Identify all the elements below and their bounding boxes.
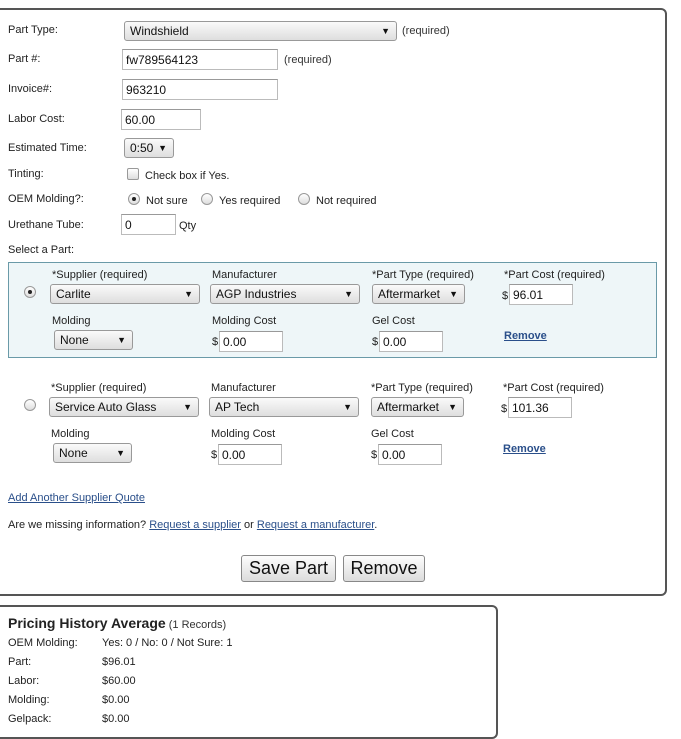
chevron-down-icon: ▼ xyxy=(343,402,352,412)
missing-info-or: or xyxy=(244,519,254,531)
oem-not-sure-radio[interactable] xyxy=(128,193,140,205)
quote-1-gel-cost-input[interactable]: 0.00 xyxy=(379,331,443,352)
urethane-unit: Qty xyxy=(179,220,197,232)
chevron-down-icon: ▼ xyxy=(183,402,192,412)
part-type-label: Part Type: xyxy=(8,24,58,36)
quote-2-part-cost-header: *Part Cost (required) xyxy=(503,382,604,394)
est-time-select[interactable] xyxy=(124,138,174,158)
quote-1-molding-cost-input[interactable]: 0.00 xyxy=(219,331,283,352)
quote-2-manufacturer-value: AP Tech xyxy=(215,400,260,414)
history-label: OEM Molding: xyxy=(8,637,78,649)
quote-2-part-type-value: Aftermarket xyxy=(377,400,440,414)
oem-yes-required-radio[interactable] xyxy=(201,193,213,205)
quote-1-supplier-header: *Supplier (required) xyxy=(52,269,148,281)
oem-not-sure-label: Not sure xyxy=(146,195,188,207)
history-value: $0.00 xyxy=(102,694,130,706)
currency-symbol: $ xyxy=(211,449,218,461)
part-num-input[interactable]: fw789564123 xyxy=(122,49,278,70)
quote-2-molding-select[interactable] xyxy=(53,443,132,463)
quote-2-molding-cost-input[interactable]: 0.00 xyxy=(218,444,282,465)
part-type-required: (required) xyxy=(402,25,450,37)
est-time-label: Estimated Time: xyxy=(8,142,87,154)
history-label: Gelpack: xyxy=(8,713,52,725)
pricing-history-records: (1 Records) xyxy=(168,619,227,631)
oem-molding-label: OEM Molding?: xyxy=(8,193,84,205)
quote-2-molding-header: Molding xyxy=(51,428,90,440)
quote-1-molding-select[interactable] xyxy=(54,330,133,350)
quote-2-supplier-header: *Supplier (required) xyxy=(51,382,147,394)
quote-2-manufacturer-header: Manufacturer xyxy=(211,382,276,394)
quote-1-supplier-select[interactable] xyxy=(50,284,200,304)
part-num-required: (required) xyxy=(284,54,332,66)
history-value: $60.00 xyxy=(102,675,136,687)
labor-cost-input[interactable]: 60.00 xyxy=(121,109,201,130)
pricing-history-heading xyxy=(8,615,226,631)
history-label: Molding: xyxy=(8,694,50,706)
quote-1-part-type-select[interactable] xyxy=(372,284,465,304)
currency-symbol: $ xyxy=(501,403,508,415)
missing-info-period: . xyxy=(374,519,378,531)
quote-1-part-cost-input[interactable]: 96.01 xyxy=(509,284,573,305)
chevron-down-icon: ▼ xyxy=(184,289,193,299)
part-type-select[interactable] xyxy=(124,21,397,41)
oem-yes-required-label: Yes required xyxy=(219,195,281,207)
quote-1-supplier-value: Carlite xyxy=(56,287,91,301)
quote-2-remove-link[interactable]: Remove xyxy=(503,443,546,455)
quote-2-molding-cost-header: Molding Cost xyxy=(211,428,276,440)
quote-2-supplier-value: Service Auto Glass xyxy=(55,400,157,414)
chevron-down-icon: ▼ xyxy=(158,143,167,153)
save-part-button[interactable]: Save Part xyxy=(241,555,336,582)
quote-2-part-cost-input[interactable]: 101.36 xyxy=(508,397,572,418)
tinting-checkbox[interactable] xyxy=(127,168,139,180)
quote-2-radio[interactable] xyxy=(24,399,36,411)
quote-2-gel-cost-input[interactable]: 0.00 xyxy=(378,444,442,465)
chevron-down-icon: ▼ xyxy=(344,289,353,299)
select-part-label: Select a Part: xyxy=(8,244,75,256)
quote-1-manufacturer-header: Manufacturer xyxy=(212,269,277,281)
quote-1-remove-link[interactable]: Remove xyxy=(504,330,547,342)
quote-1-molding-cost-header: Molding Cost xyxy=(212,315,277,327)
quote-2-supplier-select[interactable] xyxy=(49,397,199,417)
quote-1-molding-value: None xyxy=(60,333,89,347)
tinting-hint: Check box if Yes. xyxy=(145,170,230,182)
request-supplier-link[interactable]: Request a supplier xyxy=(149,519,241,531)
quote-1-molding-header: Molding xyxy=(52,315,91,327)
quote-1-manufacturer-value: AGP Industries xyxy=(216,287,297,301)
est-time-value: 0:50 xyxy=(130,141,154,155)
chevron-down-icon: ▼ xyxy=(449,289,458,299)
quote-2-manufacturer-select[interactable] xyxy=(209,397,359,417)
missing-info-line xyxy=(8,519,377,531)
part-type-value: Windshield xyxy=(130,24,189,38)
quote-2-gel-cost-header: Gel Cost xyxy=(371,428,414,440)
quote-1-gel-cost-header: Gel Cost xyxy=(372,315,415,327)
chevron-down-icon: ▼ xyxy=(381,26,390,36)
quote-1-part-type-header: *Part Type (required) xyxy=(372,269,474,281)
history-label: Part: xyxy=(8,656,32,668)
urethane-input[interactable]: 0 xyxy=(121,214,176,235)
invoice-label: Invoice#: xyxy=(8,83,53,95)
history-value: $0.00 xyxy=(102,713,130,725)
quote-2-part-type-select[interactable] xyxy=(371,397,464,417)
invoice-input[interactable]: 963210 xyxy=(122,79,278,100)
history-label: Labor: xyxy=(8,675,40,687)
remove-part-button[interactable]: Remove xyxy=(343,555,425,582)
oem-not-required-label: Not required xyxy=(316,195,377,207)
quote-2-molding-value: None xyxy=(59,446,88,460)
pricing-history-title: Pricing History Average xyxy=(8,615,166,631)
chevron-down-icon: ▼ xyxy=(448,402,457,412)
labor-cost-label: Labor Cost: xyxy=(8,113,65,125)
quote-1-manufacturer-select[interactable] xyxy=(210,284,360,304)
part-num-label: Part #: xyxy=(8,53,41,65)
currency-symbol: $ xyxy=(372,336,379,348)
currency-symbol: $ xyxy=(371,449,378,461)
request-manufacturer-link[interactable]: Request a manufacturer xyxy=(256,519,375,531)
quote-2-part-type-header: *Part Type (required) xyxy=(371,382,473,394)
history-value: $96.01 xyxy=(102,656,136,668)
quote-1-part-cost-header: *Part Cost (required) xyxy=(504,269,605,281)
quote-1-radio[interactable] xyxy=(24,286,36,298)
currency-symbol: $ xyxy=(502,290,509,302)
chevron-down-icon: ▼ xyxy=(116,448,125,458)
history-value: Yes: 0 / No: 0 / Not Sure: 1 xyxy=(102,637,233,649)
missing-info-text: Are we missing information? xyxy=(8,519,147,531)
urethane-label: Urethane Tube: xyxy=(8,219,84,231)
chevron-down-icon: ▼ xyxy=(117,335,126,345)
add-supplier-quote-link[interactable]: Add Another Supplier Quote xyxy=(8,492,145,504)
tinting-label: Tinting: xyxy=(8,168,44,180)
currency-symbol: $ xyxy=(212,336,219,348)
quote-1-part-type-value: Aftermarket xyxy=(378,287,441,301)
oem-not-required-radio[interactable] xyxy=(298,193,310,205)
